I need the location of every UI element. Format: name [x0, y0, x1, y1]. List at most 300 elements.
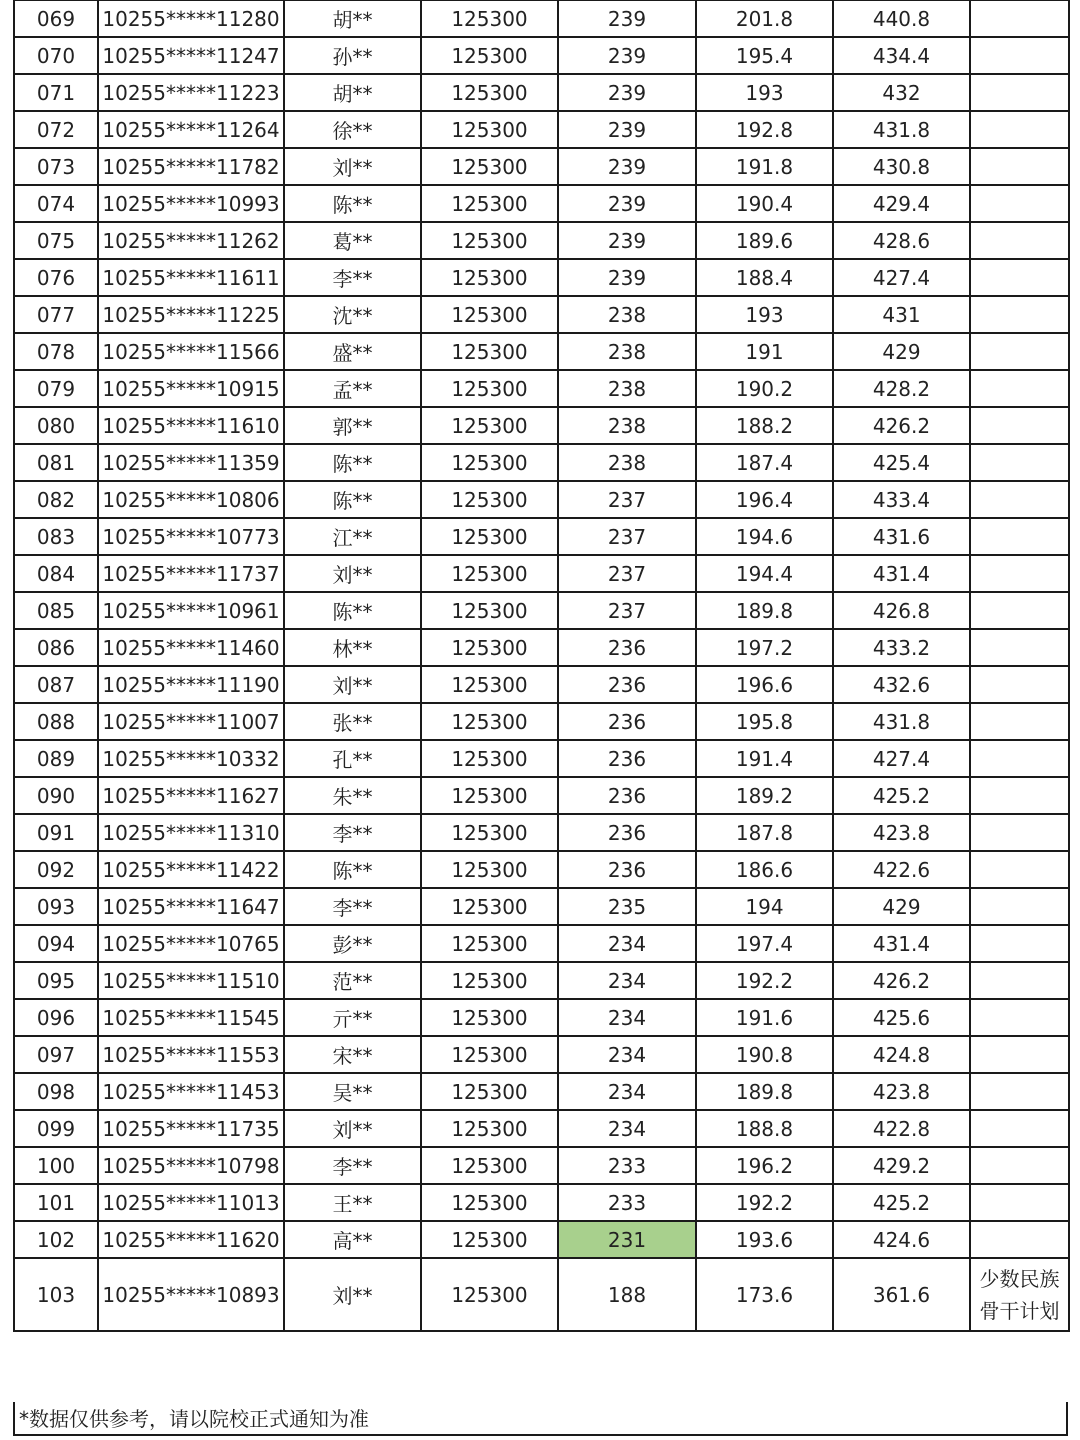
initial-score-cell: 238 — [558, 333, 696, 370]
major-code-cell: 125300 — [421, 296, 558, 333]
remark-cell — [970, 740, 1069, 777]
exam-id-cell: 10255*****11735 — [98, 1110, 284, 1147]
remark-cell — [970, 1073, 1069, 1110]
initial-score-cell: 238 — [558, 296, 696, 333]
retest-score-cell: 192.2 — [696, 1184, 833, 1221]
total-score-cell: 434.4 — [833, 37, 970, 74]
table-row — [14, 703, 1069, 740]
initial-score-cell: 239 — [558, 222, 696, 259]
name-cell: 孟** — [284, 370, 421, 407]
initial-score-cell: 237 — [558, 555, 696, 592]
seq-cell: 098 — [14, 1073, 98, 1110]
remark-cell — [970, 296, 1069, 333]
remark-cell — [970, 629, 1069, 666]
exam-id-cell: 10255*****10806 — [98, 481, 284, 518]
exam-id-cell: 10255*****11620 — [98, 1221, 284, 1258]
remark-cell — [970, 1110, 1069, 1147]
remark-cell — [970, 333, 1069, 370]
remark-cell — [970, 962, 1069, 999]
retest-score-cell: 195.4 — [696, 37, 833, 74]
major-code-cell: 125300 — [421, 0, 558, 37]
total-score-cell: 431.8 — [833, 703, 970, 740]
table-row — [14, 666, 1069, 703]
major-code-cell: 125300 — [421, 1147, 558, 1184]
exam-id-cell: 10255*****11262 — [98, 222, 284, 259]
name-cell: 李** — [284, 259, 421, 296]
exam-id-cell: 10255*****11610 — [98, 407, 284, 444]
name-cell: 亓** — [284, 999, 421, 1036]
remark-cell — [970, 851, 1069, 888]
remark-cell — [970, 259, 1069, 296]
total-score-cell: 429 — [833, 888, 970, 925]
name-cell: 葛** — [284, 222, 421, 259]
major-code-cell: 125300 — [421, 703, 558, 740]
seq-cell: 071 — [14, 74, 98, 111]
table-row — [14, 1184, 1069, 1221]
initial-score-cell: 234 — [558, 999, 696, 1036]
table-row — [14, 1110, 1069, 1147]
name-cell: 吴** — [284, 1073, 421, 1110]
total-score-cell: 430.8 — [833, 148, 970, 185]
exam-id-cell: 10255*****11782 — [98, 148, 284, 185]
total-score-cell: 431 — [833, 296, 970, 333]
major-code-cell: 125300 — [421, 185, 558, 222]
total-score-cell: 426.2 — [833, 407, 970, 444]
initial-score-cell: 235 — [558, 888, 696, 925]
exam-id-cell: 10255*****10332 — [98, 740, 284, 777]
name-cell: 林** — [284, 629, 421, 666]
seq-cell: 069 — [14, 0, 98, 37]
total-score-cell: 423.8 — [833, 814, 970, 851]
seq-cell: 100 — [14, 1147, 98, 1184]
initial-score-cell: 239 — [558, 148, 696, 185]
retest-score-cell: 191 — [696, 333, 833, 370]
initial-score-cell: 236 — [558, 703, 696, 740]
initial-score-cell: 233 — [558, 1147, 696, 1184]
total-score-cell: 428.2 — [833, 370, 970, 407]
total-score-cell: 440.8 — [833, 0, 970, 37]
seq-cell: 087 — [14, 666, 98, 703]
seq-cell: 103 — [14, 1258, 98, 1331]
exam-id-cell: 10255*****10915 — [98, 370, 284, 407]
total-score-cell: 428.6 — [833, 222, 970, 259]
initial-score-cell: 239 — [558, 37, 696, 74]
seq-cell: 092 — [14, 851, 98, 888]
initial-score-cell: 234 — [558, 1036, 696, 1073]
table-row — [14, 259, 1069, 296]
name-cell: 江** — [284, 518, 421, 555]
major-code-cell: 125300 — [421, 555, 558, 592]
exam-id-cell: 10255*****11647 — [98, 888, 284, 925]
total-score-cell: 422.6 — [833, 851, 970, 888]
remark-cell — [970, 1147, 1069, 1184]
name-cell: 高** — [284, 1221, 421, 1258]
name-cell: 盛** — [284, 333, 421, 370]
retest-score-cell: 192.2 — [696, 962, 833, 999]
seq-cell: 088 — [14, 703, 98, 740]
name-cell: 李** — [284, 1147, 421, 1184]
initial-score-cell: 239 — [558, 111, 696, 148]
exam-id-cell: 10255*****10961 — [98, 592, 284, 629]
total-score-cell: 425.4 — [833, 444, 970, 481]
remark-cell — [970, 1221, 1069, 1258]
remark-cell — [970, 925, 1069, 962]
footer-note: *数据仅供参考，请以院校正式通知为准 — [13, 1402, 1068, 1436]
seq-cell: 082 — [14, 481, 98, 518]
table-row — [14, 148, 1069, 185]
remark-cell — [970, 370, 1069, 407]
major-code-cell: 125300 — [421, 37, 558, 74]
initial-score-cell: 234 — [558, 1073, 696, 1110]
major-code-cell: 125300 — [421, 444, 558, 481]
total-score-cell: 425.2 — [833, 777, 970, 814]
remark-cell — [970, 555, 1069, 592]
total-score-cell: 361.6 — [833, 1258, 970, 1331]
table-row — [14, 0, 1069, 37]
remark-cell — [970, 888, 1069, 925]
major-code-cell: 125300 — [421, 1184, 558, 1221]
remark-cell — [970, 148, 1069, 185]
table-row — [14, 851, 1069, 888]
retest-score-cell: 196.6 — [696, 666, 833, 703]
seq-cell: 086 — [14, 629, 98, 666]
seq-cell: 101 — [14, 1184, 98, 1221]
initial-score-cell: 239 — [558, 259, 696, 296]
retest-score-cell: 197.4 — [696, 925, 833, 962]
table-row — [14, 1221, 1069, 1258]
name-cell: 刘** — [284, 148, 421, 185]
major-code-cell: 125300 — [421, 111, 558, 148]
total-score-cell: 427.4 — [833, 740, 970, 777]
major-code-cell: 125300 — [421, 740, 558, 777]
seq-cell: 075 — [14, 222, 98, 259]
major-code-cell: 125300 — [421, 629, 558, 666]
name-cell: 陈** — [284, 481, 421, 518]
table-row — [14, 111, 1069, 148]
exam-id-cell: 10255*****11510 — [98, 962, 284, 999]
remark-cell — [970, 814, 1069, 851]
name-cell: 刘** — [284, 1258, 421, 1331]
table-row — [14, 1147, 1069, 1184]
seq-cell: 102 — [14, 1221, 98, 1258]
exam-id-cell: 10255*****10773 — [98, 518, 284, 555]
remark-cell: 少数民族骨干计划 — [970, 1258, 1069, 1331]
major-code-cell: 125300 — [421, 222, 558, 259]
name-cell: 陈** — [284, 444, 421, 481]
exam-id-cell: 10255*****11553 — [98, 1036, 284, 1073]
total-score-cell: 431.4 — [833, 925, 970, 962]
name-cell: 刘** — [284, 666, 421, 703]
seq-cell: 097 — [14, 1036, 98, 1073]
name-cell: 孔** — [284, 740, 421, 777]
total-score-cell: 424.8 — [833, 1036, 970, 1073]
table-row — [14, 222, 1069, 259]
retest-score-cell: 194.6 — [696, 518, 833, 555]
total-score-cell: 431.8 — [833, 111, 970, 148]
major-code-cell: 125300 — [421, 481, 558, 518]
initial-score-cell: 236 — [558, 629, 696, 666]
major-code-cell: 125300 — [421, 777, 558, 814]
initial-score-cell: 237 — [558, 592, 696, 629]
major-code-cell: 125300 — [421, 962, 558, 999]
table-row — [14, 629, 1069, 666]
seq-cell: 093 — [14, 888, 98, 925]
retest-score-cell: 201.8 — [696, 0, 833, 37]
total-score-cell: 432 — [833, 74, 970, 111]
remark-cell — [970, 1184, 1069, 1221]
major-code-cell: 125300 — [421, 74, 558, 111]
major-code-cell: 125300 — [421, 259, 558, 296]
table-row — [14, 999, 1069, 1036]
initial-score-cell: 237 — [558, 481, 696, 518]
retest-score-cell: 194.4 — [696, 555, 833, 592]
retest-score-cell: 197.2 — [696, 629, 833, 666]
remark-cell — [970, 777, 1069, 814]
seq-cell: 099 — [14, 1110, 98, 1147]
total-score-cell: 426.8 — [833, 592, 970, 629]
initial-score-cell: 238 — [558, 444, 696, 481]
retest-score-cell: 187.8 — [696, 814, 833, 851]
seq-cell: 078 — [14, 333, 98, 370]
table-row — [14, 555, 1069, 592]
exam-id-cell: 10255*****11627 — [98, 777, 284, 814]
name-cell: 张** — [284, 703, 421, 740]
major-code-cell: 125300 — [421, 148, 558, 185]
seq-cell: 084 — [14, 555, 98, 592]
exam-id-cell: 10255*****11737 — [98, 555, 284, 592]
table-row — [14, 962, 1069, 999]
retest-score-cell: 193 — [696, 296, 833, 333]
seq-cell: 074 — [14, 185, 98, 222]
name-cell: 李** — [284, 814, 421, 851]
remark-cell — [970, 74, 1069, 111]
score-table — [13, 0, 1070, 1332]
remark-cell — [970, 407, 1069, 444]
table-row — [14, 407, 1069, 444]
name-cell: 刘** — [284, 555, 421, 592]
total-score-cell: 432.6 — [833, 666, 970, 703]
seq-cell: 085 — [14, 592, 98, 629]
name-cell: 陈** — [284, 592, 421, 629]
table-row — [14, 1036, 1069, 1073]
table-row — [14, 1073, 1069, 1110]
initial-score-cell: 239 — [558, 0, 696, 37]
table-row — [14, 74, 1069, 111]
exam-id-cell: 10255*****10798 — [98, 1147, 284, 1184]
seq-cell: 094 — [14, 925, 98, 962]
exam-id-cell: 10255*****11422 — [98, 851, 284, 888]
seq-cell: 076 — [14, 259, 98, 296]
name-cell: 陈** — [284, 851, 421, 888]
exam-id-cell: 10255*****11280 — [98, 0, 284, 37]
initial-score-cell: 236 — [558, 814, 696, 851]
major-code-cell: 125300 — [421, 999, 558, 1036]
initial-score-cell: 237 — [558, 518, 696, 555]
remark-cell — [970, 444, 1069, 481]
total-score-cell: 425.2 — [833, 1184, 970, 1221]
initial-score-cell: 233 — [558, 1184, 696, 1221]
major-code-cell: 125300 — [421, 1110, 558, 1147]
major-code-cell: 125300 — [421, 592, 558, 629]
major-code-cell: 125300 — [421, 1221, 558, 1258]
retest-score-cell: 188.4 — [696, 259, 833, 296]
total-score-cell: 427.4 — [833, 259, 970, 296]
exam-id-cell: 10255*****11190 — [98, 666, 284, 703]
seq-cell: 095 — [14, 962, 98, 999]
major-code-cell: 125300 — [421, 1036, 558, 1073]
initial-score-cell: 238 — [558, 370, 696, 407]
total-score-cell: 423.8 — [833, 1073, 970, 1110]
seq-cell: 090 — [14, 777, 98, 814]
seq-cell: 081 — [14, 444, 98, 481]
table-row — [14, 740, 1069, 777]
table-row — [14, 814, 1069, 851]
major-code-cell: 125300 — [421, 666, 558, 703]
seq-cell: 091 — [14, 814, 98, 851]
initial-score-cell: 236 — [558, 851, 696, 888]
major-code-cell: 125300 — [421, 814, 558, 851]
exam-id-cell: 10255*****11264 — [98, 111, 284, 148]
remark-cell — [970, 222, 1069, 259]
retest-score-cell: 186.6 — [696, 851, 833, 888]
exam-id-cell: 10255*****11453 — [98, 1073, 284, 1110]
exam-id-cell: 10255*****11007 — [98, 703, 284, 740]
initial-score-cell: 239 — [558, 185, 696, 222]
total-score-cell: 429 — [833, 333, 970, 370]
retest-score-cell: 196.4 — [696, 481, 833, 518]
remark-cell — [970, 481, 1069, 518]
total-score-cell: 433.2 — [833, 629, 970, 666]
retest-score-cell: 189.6 — [696, 222, 833, 259]
initial-score-cell: 188 — [558, 1258, 696, 1331]
retest-score-cell: 194 — [696, 888, 833, 925]
name-cell: 胡** — [284, 0, 421, 37]
remark-cell — [970, 703, 1069, 740]
table-row — [14, 185, 1069, 222]
table-row — [14, 481, 1069, 518]
initial-score-cell: 234 — [558, 925, 696, 962]
seq-cell: 070 — [14, 37, 98, 74]
total-score-cell: 431.6 — [833, 518, 970, 555]
retest-score-cell: 189.8 — [696, 592, 833, 629]
remark-cell — [970, 0, 1069, 37]
major-code-cell: 125300 — [421, 925, 558, 962]
retest-score-cell: 196.2 — [696, 1147, 833, 1184]
total-score-cell: 424.6 — [833, 1221, 970, 1258]
seq-cell: 083 — [14, 518, 98, 555]
table-row — [14, 592, 1069, 629]
major-code-cell: 125300 — [421, 888, 558, 925]
remark-cell — [970, 185, 1069, 222]
name-cell: 范** — [284, 962, 421, 999]
retest-score-cell: 193 — [696, 74, 833, 111]
name-cell: 宋** — [284, 1036, 421, 1073]
exam-id-cell: 10255*****11359 — [98, 444, 284, 481]
retest-score-cell: 195.8 — [696, 703, 833, 740]
exam-id-cell: 10255*****11013 — [98, 1184, 284, 1221]
name-cell: 彭** — [284, 925, 421, 962]
seq-cell: 089 — [14, 740, 98, 777]
seq-cell: 077 — [14, 296, 98, 333]
remark-cell — [970, 666, 1069, 703]
total-score-cell: 429.4 — [833, 185, 970, 222]
name-cell: 朱** — [284, 777, 421, 814]
exam-id-cell: 10255*****10765 — [98, 925, 284, 962]
table-row — [14, 37, 1069, 74]
total-score-cell: 433.4 — [833, 481, 970, 518]
name-cell: 王** — [284, 1184, 421, 1221]
remark-cell — [970, 592, 1069, 629]
retest-score-cell: 191.8 — [696, 148, 833, 185]
seq-cell: 073 — [14, 148, 98, 185]
retest-score-cell: 191.6 — [696, 999, 833, 1036]
exam-id-cell: 10255*****10993 — [98, 185, 284, 222]
total-score-cell: 425.6 — [833, 999, 970, 1036]
initial-score-cell: 234 — [558, 1110, 696, 1147]
name-cell: 胡** — [284, 74, 421, 111]
remark-cell — [970, 999, 1069, 1036]
initial-score-cell: 236 — [558, 740, 696, 777]
initial-score-cell: 239 — [558, 74, 696, 111]
retest-score-cell: 192.8 — [696, 111, 833, 148]
exam-id-cell: 10255*****10893 — [98, 1258, 284, 1331]
exam-id-cell: 10255*****11566 — [98, 333, 284, 370]
initial-score-cell: 236 — [558, 777, 696, 814]
retest-score-cell: 193.6 — [696, 1221, 833, 1258]
initial-score-cell: 234 — [558, 962, 696, 999]
major-code-cell: 125300 — [421, 1073, 558, 1110]
remark-cell — [970, 37, 1069, 74]
remark-cell — [970, 1036, 1069, 1073]
retest-score-cell: 187.4 — [696, 444, 833, 481]
initial-score-cell: 231 — [558, 1221, 696, 1258]
retest-score-cell: 189.8 — [696, 1073, 833, 1110]
retest-score-cell: 190.8 — [696, 1036, 833, 1073]
table-row — [14, 370, 1069, 407]
table-row — [14, 296, 1069, 333]
exam-id-cell: 10255*****11460 — [98, 629, 284, 666]
retest-score-cell: 173.6 — [696, 1258, 833, 1331]
total-score-cell: 426.2 — [833, 962, 970, 999]
retest-score-cell: 190.2 — [696, 370, 833, 407]
exam-id-cell: 10255*****11545 — [98, 999, 284, 1036]
name-cell: 刘** — [284, 1110, 421, 1147]
initial-score-cell: 236 — [558, 666, 696, 703]
seq-cell: 096 — [14, 999, 98, 1036]
retest-score-cell: 190.4 — [696, 185, 833, 222]
table-row — [14, 518, 1069, 555]
major-code-cell: 125300 — [421, 1258, 558, 1331]
retest-score-cell: 188.2 — [696, 407, 833, 444]
name-cell: 李** — [284, 888, 421, 925]
name-cell: 沈** — [284, 296, 421, 333]
retest-score-cell: 189.2 — [696, 777, 833, 814]
major-code-cell: 125300 — [421, 851, 558, 888]
exam-id-cell: 10255*****11223 — [98, 74, 284, 111]
major-code-cell: 125300 — [421, 333, 558, 370]
initial-score-cell: 238 — [558, 407, 696, 444]
name-cell: 郭** — [284, 407, 421, 444]
table-row — [14, 1258, 1069, 1331]
remark-cell — [970, 518, 1069, 555]
table-row — [14, 444, 1069, 481]
major-code-cell: 125300 — [421, 370, 558, 407]
total-score-cell: 422.8 — [833, 1110, 970, 1147]
retest-score-cell: 191.4 — [696, 740, 833, 777]
name-cell: 陈** — [284, 185, 421, 222]
table-row — [14, 777, 1069, 814]
exam-id-cell: 10255*****11225 — [98, 296, 284, 333]
